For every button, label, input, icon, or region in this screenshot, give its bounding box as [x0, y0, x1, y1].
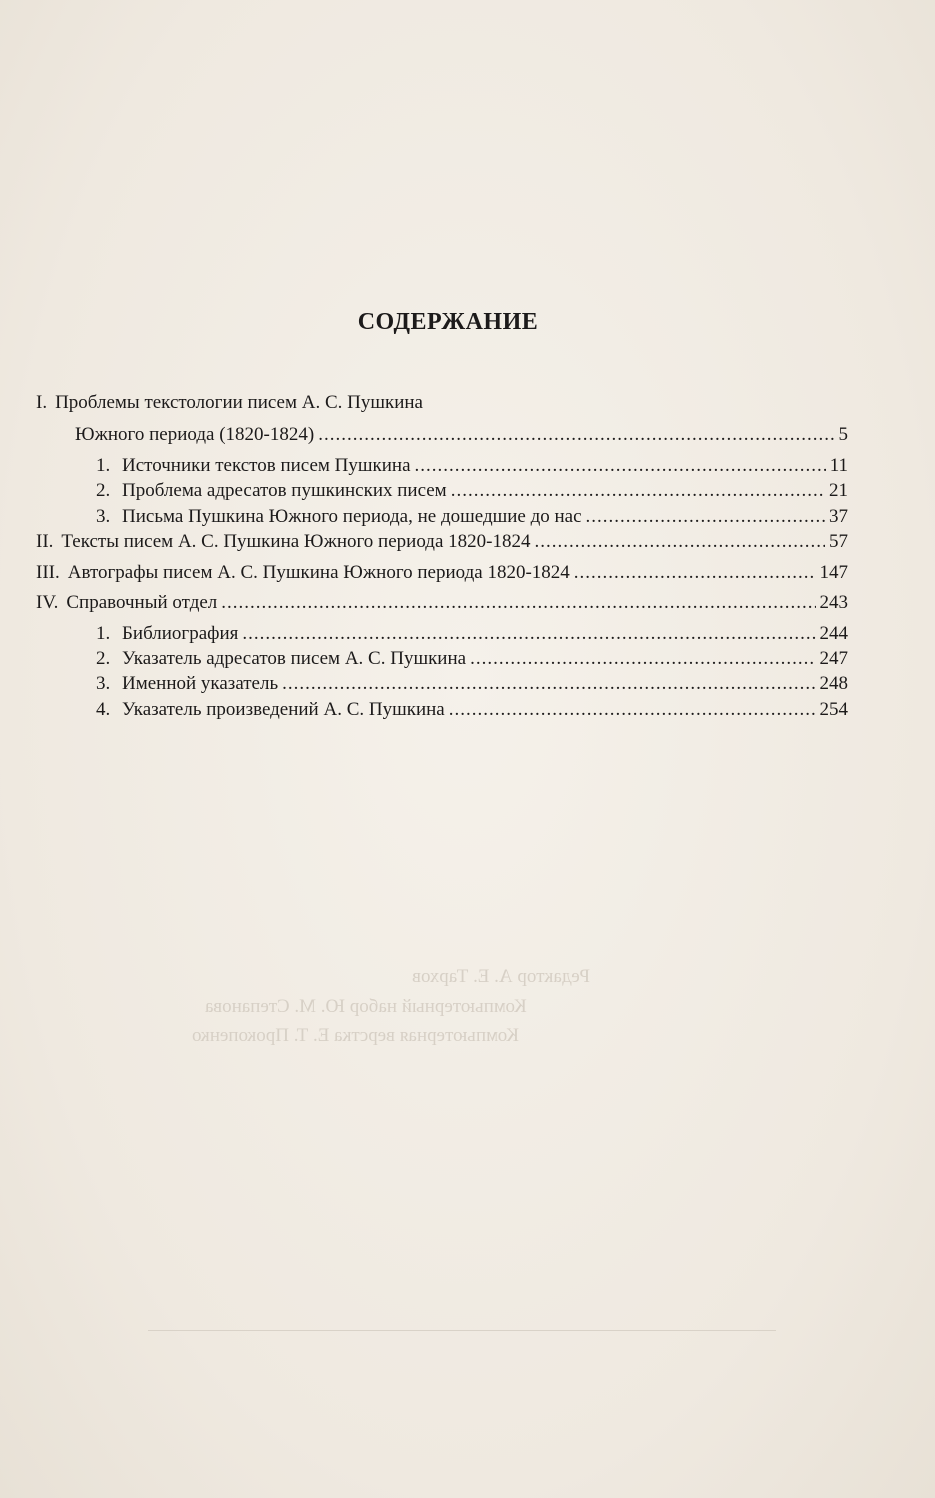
dot-leader	[318, 424, 834, 446]
toc-entry-page: 57	[829, 531, 848, 552]
toc-entry-page: 248	[819, 673, 848, 694]
toc-entry-title: Справочный отдел	[66, 592, 218, 613]
toc-entry-page: 5	[838, 424, 848, 445]
toc-entry-part-1[interactable]	[36, 392, 848, 418]
toc-entry-part-4[interactable]	[36, 592, 848, 618]
toc-entry-4-1[interactable]	[36, 623, 848, 649]
toc-entry-title: Проблемы текстологии писем А. С. Пушкина	[55, 392, 423, 413]
toc-entry-title: Библиография	[122, 623, 239, 644]
toc-entry-page: 254	[819, 699, 848, 720]
toc-entry-part-3[interactable]	[36, 562, 848, 588]
toc-entry-page: 147	[819, 562, 848, 583]
toc-entry-1-1[interactable]	[36, 455, 848, 481]
toc-entry-number: 1.	[96, 455, 111, 476]
toc-entry-page: 244	[819, 623, 848, 644]
toc-entry-4-3[interactable]	[36, 673, 848, 699]
toc-entry-title: Автографы писем А. С. Пушкина Южного периода 1820-1824	[67, 562, 570, 583]
toc-entry-number: II.	[36, 531, 54, 552]
toc-entry-title: Тексты писем А. С. Пушкина Южного периода 1820-1824	[61, 531, 531, 552]
toc-entry-page: 37	[829, 506, 848, 527]
dot-leader	[282, 673, 815, 695]
show-through-editor: Редактор А. Е. Тархов	[412, 966, 591, 987]
dot-leader	[574, 562, 816, 584]
toc-entry-part-2[interactable]	[36, 531, 848, 557]
dot-leader	[586, 506, 825, 528]
toc-entry-number: I.	[36, 392, 48, 413]
toc-entry-title: Письма Пушкина Южного периода, не дошедшие до нас	[122, 506, 582, 527]
toc-entry-number: 3.	[96, 506, 111, 527]
toc-entry-title: Источники текстов писем Пушкина	[122, 455, 411, 476]
toc-entry-page: 21	[829, 480, 848, 501]
toc-entry-title: Именной указатель	[122, 673, 279, 694]
toc-entry-title: Указатель адресатов писем А. С. Пушкина	[122, 648, 467, 669]
show-through-rule	[148, 1330, 776, 1331]
toc-entry-title: Южного периода (1820-1824)	[75, 424, 315, 445]
toc-entry-4-2[interactable]	[36, 648, 848, 674]
toc-entry-number: 1.	[96, 623, 111, 644]
toc-entry-page: 11	[829, 455, 848, 476]
toc-entry-title: Указатель произведений А. С. Пушкина	[122, 699, 445, 720]
toc-entry-number: 2.	[96, 648, 111, 669]
toc-entry-1-3[interactable]	[36, 506, 848, 532]
dot-leader	[470, 648, 815, 670]
toc-entry-1-2[interactable]	[36, 480, 848, 506]
dot-leader	[451, 480, 825, 502]
toc-entry-4-4[interactable]	[36, 699, 848, 725]
toc-entry-number: 2.	[96, 480, 111, 501]
toc-entry-number: III.	[36, 562, 60, 583]
show-through-layout: Компьютерная верстка Е. Т. Прокопенко	[192, 1025, 519, 1046]
toc-entry-page: 247	[819, 648, 848, 669]
dot-leader	[449, 699, 816, 721]
dot-leader	[221, 592, 815, 614]
toc-entry-part-1-continued[interactable]	[36, 424, 848, 450]
toc-entry-number: IV.	[36, 592, 59, 613]
dot-leader	[534, 531, 825, 553]
contents-title: СОДЕРЖАНИЕ	[357, 309, 539, 335]
toc-entry-number: 3.	[96, 673, 111, 694]
dot-leader	[242, 623, 815, 645]
toc-entry-title: Проблема адресатов пушкинских писем	[122, 480, 447, 501]
show-through-typesetter: Компьютерный набор Ю. М. Степанова	[205, 996, 527, 1017]
toc-entry-number: 4.	[96, 699, 111, 720]
toc-entry-page: 243	[819, 592, 848, 613]
dot-leader	[415, 455, 826, 477]
